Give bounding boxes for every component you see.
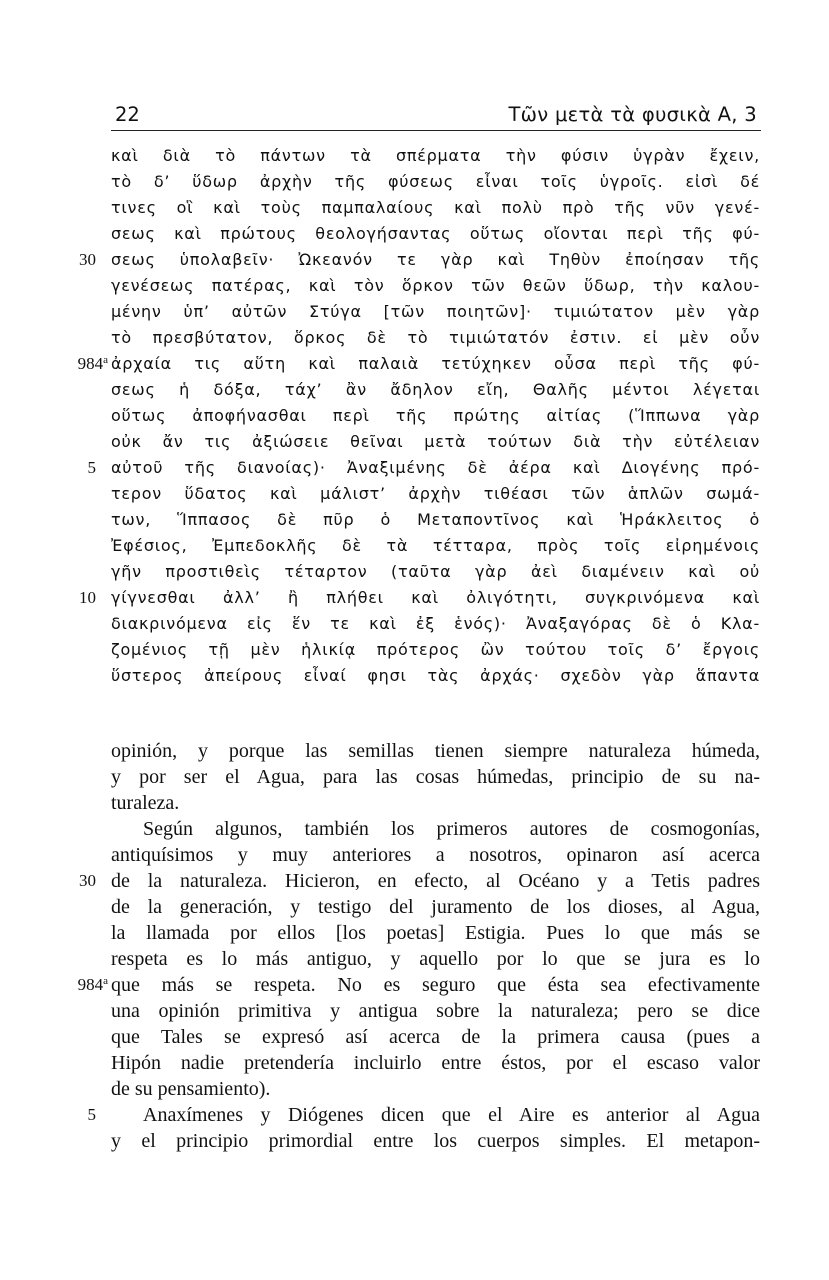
greek-line: τὸ πρεσβύτατον, ὅρκος δὲ τὸ τιμιώτατόν ἐστιν. εἰ μὲν οὖν [111,328,760,347]
greek-line: οὐκ ἄν τις ἀξιώσειε θεῖναι μετὰ τούτων διὰ τὴν εὐτέλειαν [111,432,760,451]
greek-line: των, Ἵππασος δὲ πῦρ ὁ Μεταποντῖνος καὶ Ἡράκλειτος ὁ [111,510,760,529]
greek-line: διακρινόμενα εἰς ἕν τε καὶ ἐξ ἑνός)· Ἀναξαγόρας δὲ ὁ Κλα- [111,614,760,633]
spanish-line: de la naturaleza. Hicieron, en efecto, al Océano y a Tetis padres [111,870,760,892]
spanish-line: y el principio primordial entre los cuerpos simples. El metapon- [111,1130,760,1152]
greek-line: οὕτως ἀποφήνασθαι περὶ τῆς πρώτης αἰτίας (Ἵππωνα γὰρ [111,406,760,425]
greek-line: γίγνεσθαι ἀλλ’ ἢ πλήθει καὶ ὀλιγότητι, συγκρινόμενα καὶ [111,588,760,607]
greek-line: σεως ἡ δόξα, τάχ’ ἂν ἄδηλον εἴη, Θαλῆς μέντοι λέγεται [111,380,760,399]
greek-line: μένην ὑπ’ αὐτῶν Στύγα [τῶν ποιητῶν]· τιμιώτατον μὲν γὰρ [111,302,760,321]
greek-line-number: 30 [79,250,96,269]
spanish-line: Anaxímenes y Diógenes dicen que el Aire es anterior al Agua [143,1104,760,1126]
spanish-line: Hipón nadie pretendería incluirlo entre éstos, por el escaso valor [111,1052,760,1074]
margin-number-suffix: a [103,354,108,366]
spanish-line: que más se respeta. No es seguro que ésta sea efectivamente [111,974,760,996]
greek-line-number: 10 [79,588,96,607]
page-number: 22 [115,103,140,126]
greek-line-number: 984$^a$ [77,354,108,373]
spanish-line: Según algunos, también los primeros autores de cosmogonías, [143,818,760,840]
greek-line: γῆν προστιθεὶς τέταρτον (ταῦτα γὰρ ἀεὶ διαμένειν καὶ οὐ [111,562,760,581]
spanish-line: opinión, y porque las semillas tienen siempre naturaleza húmeda, [111,740,760,762]
spanish-line: antiquísimos y muy anteriores a nosotros, opinaron así acerca [111,844,760,866]
running-title: Τῶν μετὰ τὰ φυσικὰ Α, 3 [508,103,757,126]
spanish-line: la llamada por ellos [los poetas] Estigia. Pues lo que más se [111,922,760,944]
spanish-line: de su pensamiento). [111,1078,271,1100]
greek-line: σεως καὶ πρώτους θεολογήσαντας οὕτως οἴονται περὶ τῆς φύ- [111,224,760,243]
greek-line: ὕστερος ἀπείρους εἶναί φησι τὰς ἀρχάς· σχεδὸν γὰρ ἅπαντα [111,666,760,685]
spanish-line: de la generación, y testigo del juramento de los dioses, al Agua, [111,896,760,918]
spanish-line-number: 30 [79,871,96,890]
greek-line: γενέσεως πατέρας, καὶ τὸν ὅρκον τῶν θεῶν ὕδωρ, τὴν καλου- [111,276,760,295]
spanish-line-number: 984$^a$ [77,975,108,994]
greek-line: τὸ δ’ ὕδωρ ἀρχὴν τῆς φύσεως εἶναι τοῖς ὑγροῖς. εἰσὶ δέ [111,172,760,191]
spanish-line: una opinión primitiva y antigua sobre la naturaleza; pero se dice [111,1000,760,1022]
greek-line: τερον ὕδατος καὶ μάλιστ’ ἀρχὴν τιθέασι τῶν ἁπλῶν σωμά- [111,484,760,503]
greek-line: καὶ διὰ τὸ πάντων τὰ σπέρματα τὴν φύσιν ὑγρὰν ἔχειν, [111,146,760,165]
greek-line-number: 5 [87,458,96,477]
spanish-line: y por ser el Agua, para las cosas húmedas, principio de su na- [111,766,760,788]
greek-line: ἀρχαία τις αὕτη καὶ παλαιὰ τετύχηκεν οὖσα περὶ τῆς φύ- [111,354,760,373]
spanish-line: turaleza. [111,792,180,814]
greek-line: σεως ὑπολαβεῖν· Ὠκεανόν τε γὰρ καὶ Τηθὺν ἐποίησαν τῆς [111,250,760,269]
greek-line: ζομένιος τῇ μὲν ἡλικίᾳ πρότερος ὢν τούτου τοῖς δ’ ἔργοις [111,640,760,659]
spanish-line: respeta es lo más antiguo, y aquello por lo que se jura es lo [111,948,760,970]
header-rule [111,130,761,131]
page-header [111,101,761,131]
greek-line: τινες οἳ καὶ τοὺς παμπαλαίους καὶ πολὺ πρὸ τῆς νῦν γενέ- [111,198,760,217]
greek-line: Ἐφέσιος, Ἐμπεδοκλῆς δὲ τὰ τέτταρα, πρὸς τοῖς εἰρημένοις [111,536,760,555]
spanish-line: que Tales se expresó así acerca de la primera causa (pues a [111,1026,760,1048]
spanish-line-number: 5 [87,1105,96,1124]
margin-number-suffix: a [103,975,108,987]
greek-line: αὐτοῦ τῆς διανοίας)· Ἀναξιμένης δὲ ἀέρα καὶ Διογένης πρό- [111,458,760,477]
